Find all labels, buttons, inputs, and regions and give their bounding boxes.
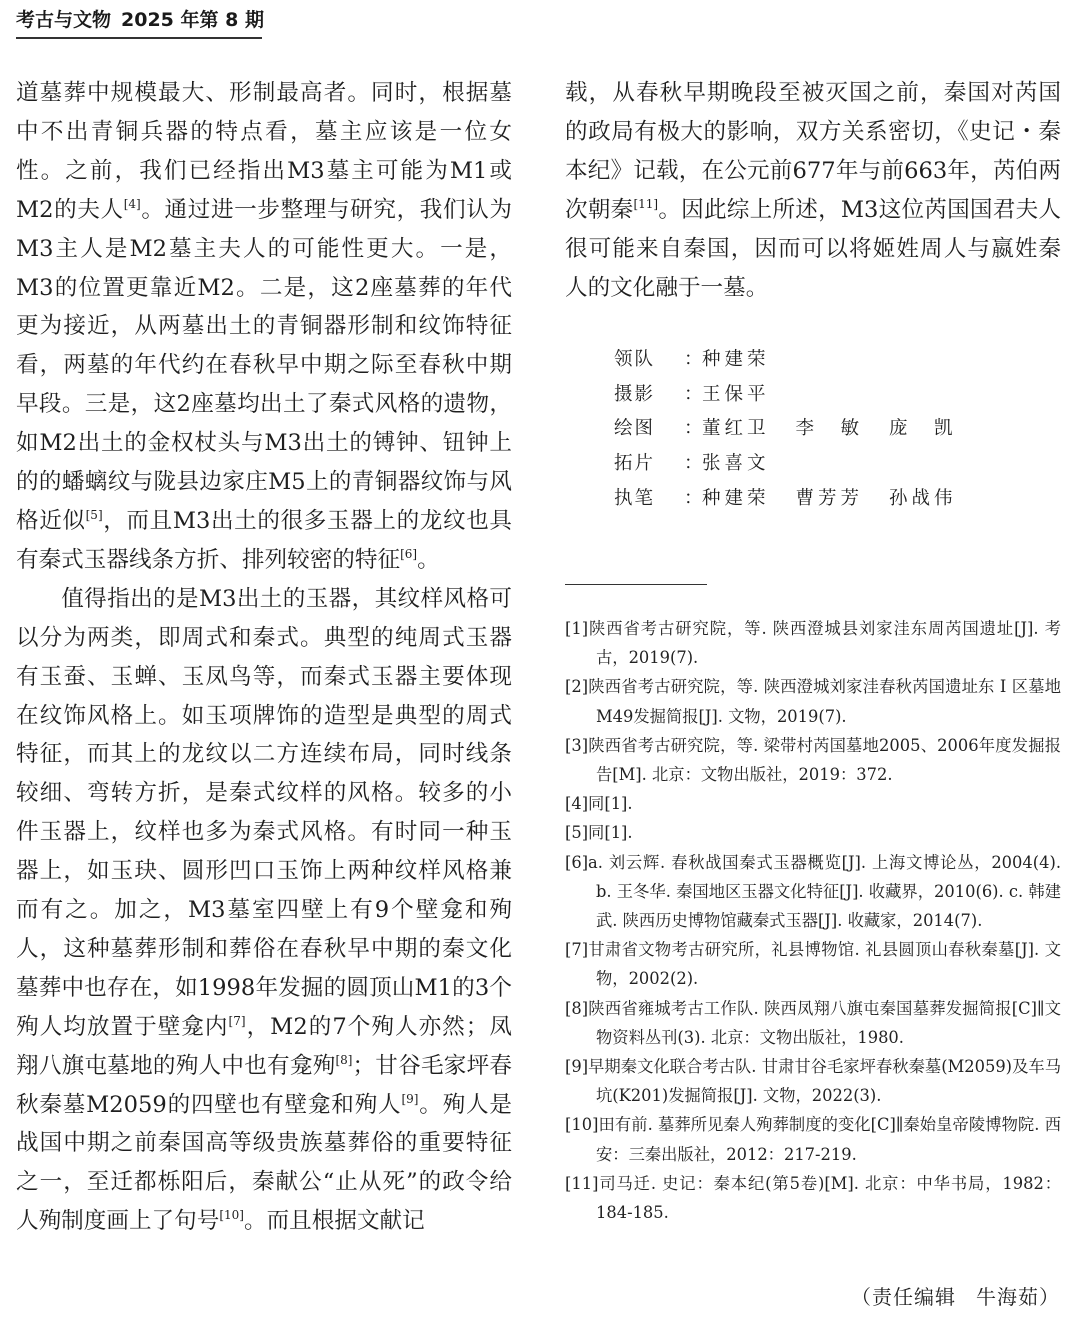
credit-name: 王保平 [702, 383, 770, 405]
running-header [16, 6, 262, 39]
reference-item: [5]同[1]. [565, 823, 633, 843]
reference-item: [2]陕西省考古研究院，等. 陕西澄城刘家洼春秋芮国遗址东 I 区墓地M49发掘简报[J]. 文物，2019(7). [565, 677, 1061, 726]
credit-role: 领队 [614, 349, 656, 370]
citation: [7] [228, 1013, 246, 1028]
reference-item: [11]司马迁. 史记：秦本纪(第5卷)[M]. 北京：中华书局，1982：184-185. [565, 1173, 1061, 1223]
citation: [11] [633, 196, 659, 211]
right-column [565, 74, 1061, 307]
credit-row: 拓片 ： 张喜文 [614, 447, 983, 482]
editor-name: 牛海茹） [976, 1285, 1060, 1309]
credit-row: 绘图 ： 董红卫 李 敏 庞 凯 [614, 412, 983, 447]
journal-name: 考古与文物 [16, 9, 112, 31]
issue-number: 2025 年第 8 期 [121, 9, 264, 31]
responsible-editor [851, 1281, 1060, 1313]
reference-item: [3]陕西省考古研究院，等. 梁带村芮国墓地2005、2006年度发掘报告[M]. 北京：文物出版社，2019：372. [565, 735, 1061, 785]
reference-item: [4]同[1]. [565, 794, 633, 814]
reference-item: [7]甘肃省文物考古研究所，礼县博物馆. 礼县圆顶山春秋秦墓[J]. 文物，2002(2). [565, 940, 1061, 989]
credit-name: 庞 凯 [889, 418, 957, 440]
credit-role: 拓片 [614, 453, 656, 475]
reference-item: [10]田有前. 墓葬所见秦人殉葬制度的变化[C]∥秦始皇帝陵博物院. 西安：三秦出版社，2012：217-219. [565, 1115, 1061, 1164]
editor-label: （责任编辑 [851, 1285, 956, 1309]
reference-item: [6]a. 刘云辉. 春秋战国秦式玉器概览[J]. 上海文博论丛，2004(4). b. 王冬华. 秦国地区玉器文化特征[J]. 收藏界，2010(6). c. 韩建武. 陕西历史博物馆藏秦式玉器[J]. 收藏家，2014(7). [565, 852, 1061, 931]
left-column [16, 74, 512, 1241]
citation: [8] [335, 1052, 353, 1067]
citation: [5] [85, 507, 103, 522]
citation: [6] [400, 546, 418, 561]
credit-name: 曹芳芳 [795, 487, 864, 509]
credit-role: 摄影 [614, 383, 656, 405]
credit-name: 董红卫 [702, 418, 770, 440]
citation: [10] [219, 1208, 244, 1223]
paragraph-2: 值得指出的是M3出土的玉器，其纹样风格可以分为两类，即周式和秦式。典型的纯周式玉器有玉蚕、玉蝉、玉凤鸟等，而秦式玉器主要体现在纹饰风格上。如玉项牌饰的造型是典型的周式特征，而其上的龙纹以二方连续布局，同时线条较细、弯转方折，是秦式纹样的风格。较多的小件玉器上，纹样也多为秦式风格。有时同一种玉器上，如玉玦、圆形凹口玉饰上两种纹样风格兼而有之。加之，M3墓室四壁上有9个壁龛和殉人，这种墓葬形制和葬俗在春秋早中期的秦文化墓葬中也存在，如1998年发掘的圆顶山M1的3个殉人均放置于壁龛内[7]，M2的7个殉人亦然；凤翔八旗屯墓地的殉人中也有龛殉[8]；甘谷毛家坪春秋秦墓M2059的四壁也有壁龛和殉人[9]。殉人是战国中期之前秦国高等级贵族墓葬俗的重要特征之一，至迁都栎阳后，秦献公“止从死”的政令给人殉制度画上了句号[10]。而且根据文献记 [16, 585, 513, 1235]
citation: [4] [123, 196, 141, 211]
reference-item: [8]陕西省雍城考古工作队. 陕西凤翔八旗屯秦国墓葬发掘简报[C]∥文物资料丛刊(3). 北京：文物出版社，1980. [565, 998, 1061, 1047]
credit-role: 执笔 [614, 487, 656, 509]
credit-name: 种建荣 [702, 487, 770, 509]
credit-name: 种建荣 [702, 349, 770, 370]
credit-name: 李 敏 [795, 418, 864, 440]
credit-name: 孙战伟 [889, 487, 957, 509]
credit-role: 绘图 [614, 418, 656, 440]
credits-block [614, 343, 983, 517]
paragraph-1: 道墓葬中规模最大、形制最高者。同时，根据墓中不出青铜兵器的特点看，墓主应该是一位女性。之前，我们已经指出M3墓主可能为M1或M2的夫人[4]。通过进一步整理与研究，我们认为M3主人是M2墓主夫人的可能性更大。一是，M3的位置更靠近M2。二是，这2座墓葬的年代更为接近，从两墓出土的青铜器形制和纹饰特征看，两墓的年代约在春秋早中期之际至春秋中期早段。三是，这2座墓均出土了秦式风格的遗物，如M2出土的金权杖头与M3出土的镈钟、钮钟上的的蟠螭纹与陇县边家庄M5上的青铜器纹饰与风格近似[5]，而且M3出土的很多玉器上的龙纹也具有秦式玉器线条方折、排列较密的特征[6]。 [16, 80, 513, 573]
reference-item: [9]早期秦文化联合考古队. 甘肃甘谷毛家坪春秋秦墓(M2059)及车马坑(K201)发掘简报[J]. 文物，2022(3). [565, 1057, 1061, 1106]
credit-row: 执笔 ： 种建荣 曹芳芳 孙战伟 [614, 482, 983, 517]
paragraph-3: 载，从春秋早期晚段至被灭国之前，秦国对芮国的政局有极大的影响，双方关系密切，《史记・秦本纪》记载，在公元前677年与前663年，芮伯两次朝秦[11]。因此综上所述，M3这位芮国国君夫人很可能来自秦国，因而可以将姬姓周人与嬴姓秦人的文化融于一墓。 [565, 80, 1061, 301]
citation: [9] [401, 1091, 419, 1106]
credit-name: 张喜文 [702, 453, 770, 475]
reference-item: [1]陕西省考古研究院，等. 陕西澄城县刘家洼东周芮国遗址[J]. 考古，2019(7). [565, 619, 1061, 668]
reference-list [565, 614, 1061, 1227]
footnote-divider [565, 584, 707, 585]
credit-row: 摄影 ： 王保平 [614, 378, 983, 413]
credit-row: 领队 ： 种建荣 [614, 343, 983, 378]
